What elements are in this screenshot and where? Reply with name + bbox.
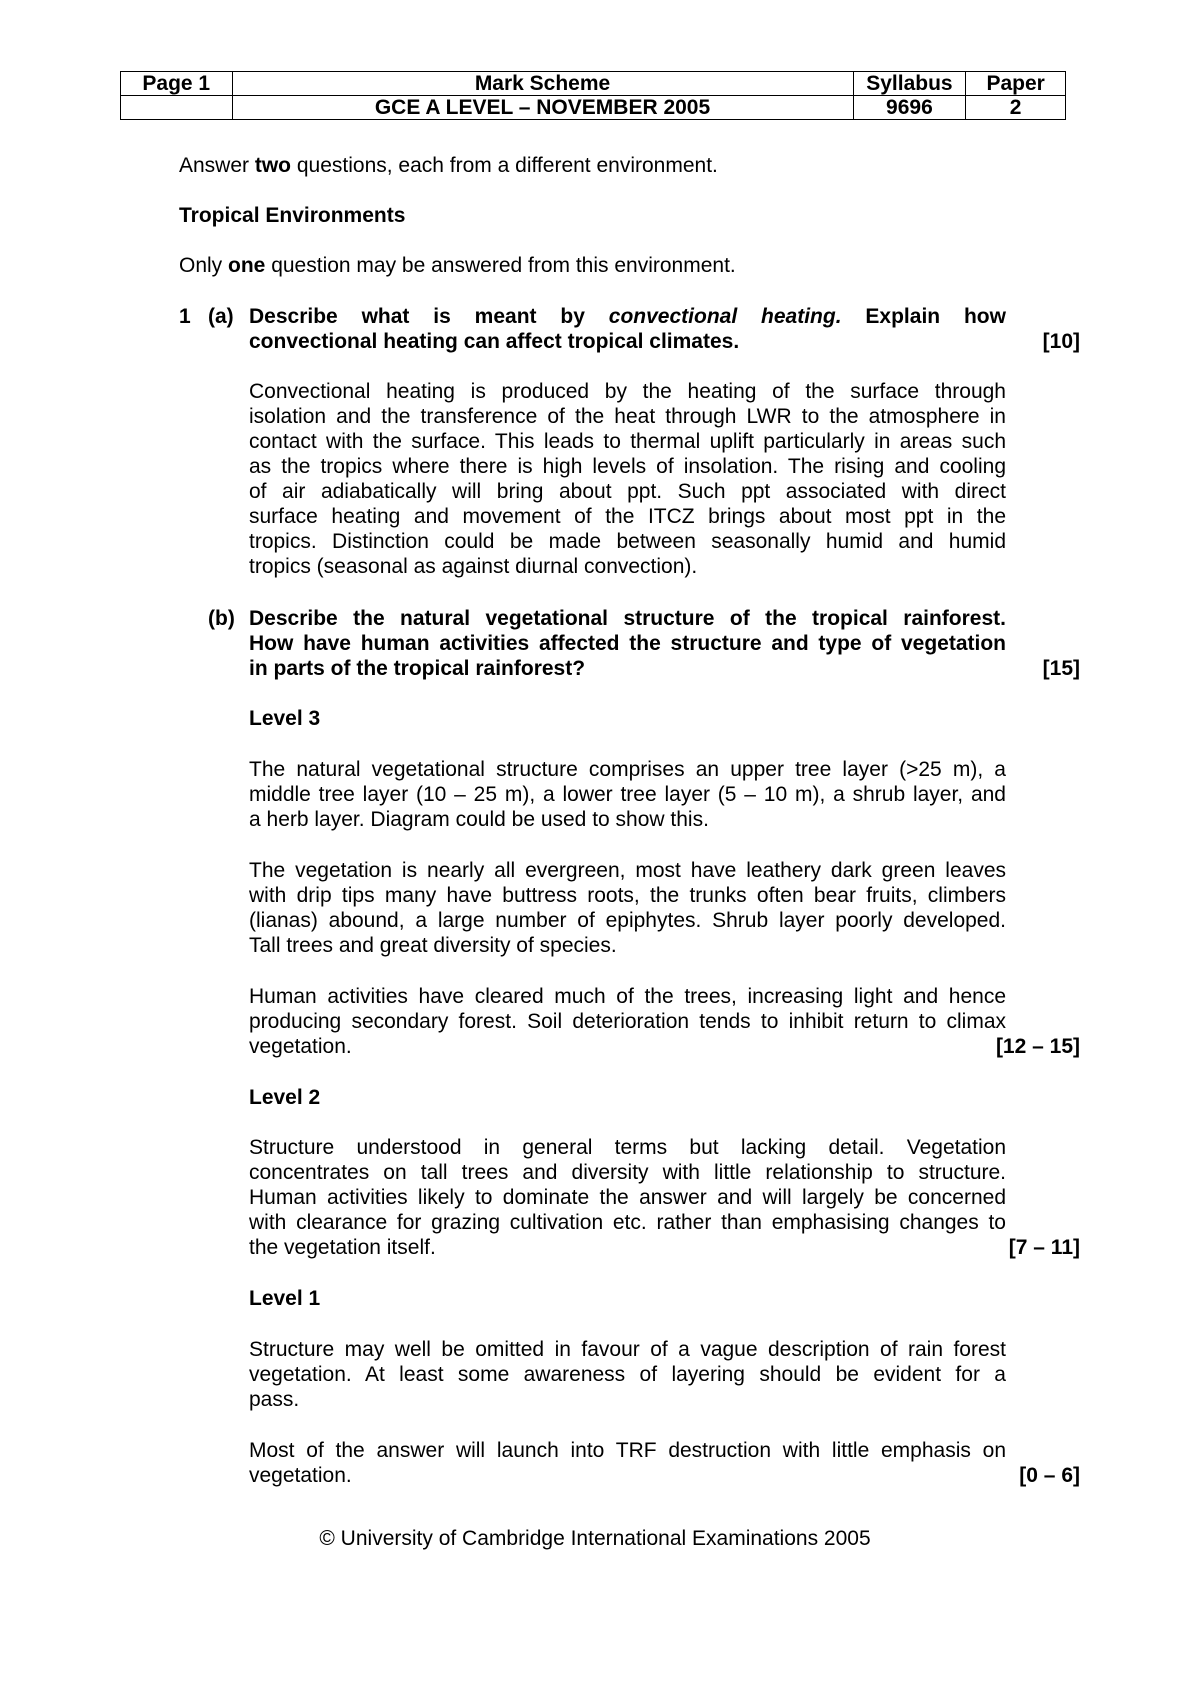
doc-title: Mark Scheme xyxy=(232,72,853,96)
footer-copyright: © University of Cambridge International Examinations 2005 xyxy=(319,1527,871,1550)
header-empty-cell xyxy=(121,96,233,120)
text-line: Human activities likely to dominate the answer and will largely be concerned xyxy=(249,1186,1006,1209)
text-line: in parts of the tropical rainforest? xyxy=(249,657,586,680)
text-line: vegetation. At least some awareness of layering should be evident for a xyxy=(249,1363,1006,1386)
text-line: with drip tips many have buttress roots, the trunks often bear fruits, climbers xyxy=(249,884,1006,907)
intro-text xyxy=(179,153,718,178)
text-line: the vegetation itself. xyxy=(249,1236,436,1259)
header-row-2 xyxy=(121,96,1066,120)
text-line: Structure understood in general terms but lacking detail. Vegetation xyxy=(249,1136,1006,1159)
text-line: Convectional heating is produced by the heating of the surface through xyxy=(249,380,1006,403)
section-note-pre: Only xyxy=(179,254,229,277)
text-line: pass. xyxy=(249,1388,300,1411)
section-note-post: question may be answered from this environment. xyxy=(265,254,736,277)
header-row-1 xyxy=(121,72,1066,96)
level3-paragraph-1 xyxy=(249,757,1006,832)
level1-title: Level 1 xyxy=(249,1287,321,1310)
text-line: The vegetation is nearly all evergreen, most have leathery dark green leaves xyxy=(249,859,1006,882)
text-line: How have human activities affected the structure and type of vegetation xyxy=(249,632,1006,655)
text-line: tropics. Distinction could be made between seasonally humid and humid xyxy=(249,530,1006,553)
part-a-q-post: Explain how xyxy=(841,305,1006,328)
level2-title: Level 2 xyxy=(249,1086,321,1109)
part-a-question-line-1 xyxy=(249,304,1006,329)
text-line: Structure may well be omitted in favour of a vague description of rain forest xyxy=(249,1338,1006,1361)
text-line: isolation and the transference of the heat through LWR to the atmosphere in xyxy=(249,405,1006,428)
intro-post: questions, each from a different environment. xyxy=(291,154,718,177)
text-line: concentrates on tall trees and diversity with little relationship to structure. xyxy=(249,1161,1006,1184)
text-line: producing secondary forest. Soil deterioration tends to inhibit return to climax xyxy=(249,1010,1006,1033)
section-note-bold: one xyxy=(228,254,266,277)
level2-mark: [7 – 11] xyxy=(1008,1236,1080,1259)
part-a-label: (a) xyxy=(208,305,234,328)
text-line: as the tropics where there is high levels of insolation. The rising and cooling xyxy=(249,455,1006,478)
paper-label: Paper xyxy=(966,72,1066,96)
exam-name: GCE A LEVEL – NOVEMBER 2005 xyxy=(232,96,853,120)
level1-paragraph-2 xyxy=(249,1438,1006,1488)
text-line: contact with the surface. This leads to thermal uplift particularly in areas such xyxy=(249,430,1006,453)
header-table xyxy=(120,71,1066,120)
syllabus-code: 9696 xyxy=(853,96,966,120)
syllabus-label: Syllabus xyxy=(853,72,966,96)
intro-pre: Answer xyxy=(179,154,255,177)
section-note xyxy=(179,253,736,278)
text-line: Human activities have cleared much of the trees, increasing light and hence xyxy=(249,985,1006,1008)
part-a-question-line-2: convectional heating can affect tropical climates. xyxy=(249,330,740,353)
intro-bold: two xyxy=(254,154,292,177)
level3-mark: [12 – 15] xyxy=(995,1035,1080,1058)
text-line: Most of the answer will launch into TRF destruction with little emphasis on xyxy=(249,1439,1006,1462)
text-line: The natural vegetational structure comprises an upper tree layer (>25 m), a xyxy=(249,758,1006,781)
level1-mark: [0 – 6] xyxy=(1019,1464,1080,1487)
part-b-mark: [15] xyxy=(1042,657,1080,680)
text-line: (lianas) abound, a large number of epiphytes. Shrub layer poorly developed. xyxy=(249,909,1006,932)
level1-paragraph-1 xyxy=(249,1337,1006,1412)
text-line: of air adiabatically will bring about ppt. Such ppt associated with direct xyxy=(249,480,1006,503)
text-line: a herb layer. Diagram could be used to show this. xyxy=(249,808,709,831)
text-line: Describe the natural vegetational structure of the tropical rainforest. xyxy=(249,607,1006,630)
part-a-q-italic: convectional heating. xyxy=(608,305,842,328)
text-line: vegetation. xyxy=(249,1464,352,1487)
part-a-question xyxy=(249,304,1006,354)
text-line: vegetation. xyxy=(249,1035,352,1058)
part-b-question xyxy=(249,606,1006,681)
section-title: Tropical Environments xyxy=(179,204,406,227)
paper-number: 2 xyxy=(966,96,1066,120)
question-number: 1 xyxy=(179,305,191,328)
text-line: Tall trees and great diversity of species. xyxy=(249,934,617,957)
level3-paragraph-3 xyxy=(249,984,1006,1059)
level2-paragraph-1 xyxy=(249,1135,1006,1260)
level3-title: Level 3 xyxy=(249,707,321,730)
part-b-label: (b) xyxy=(208,607,235,630)
part-a-mark: [10] xyxy=(1042,330,1080,353)
text-line: with clearance for grazing cultivation etc. rather than emphasising changes to xyxy=(249,1211,1006,1234)
part-a-q-pre: Describe what is meant by xyxy=(249,305,609,328)
text-line: middle tree layer (10 – 25 m), a lower tree layer (5 – 10 m), a shrub layer, and xyxy=(249,783,1006,806)
page-number: Page 1 xyxy=(121,72,233,96)
text-line: tropics (seasonal as against diurnal convection). xyxy=(249,555,698,578)
text-line: surface heating and movement of the ITCZ brings about most ppt in the xyxy=(249,505,1006,528)
part-a-answer xyxy=(249,379,1006,579)
level3-paragraph-2 xyxy=(249,858,1006,958)
